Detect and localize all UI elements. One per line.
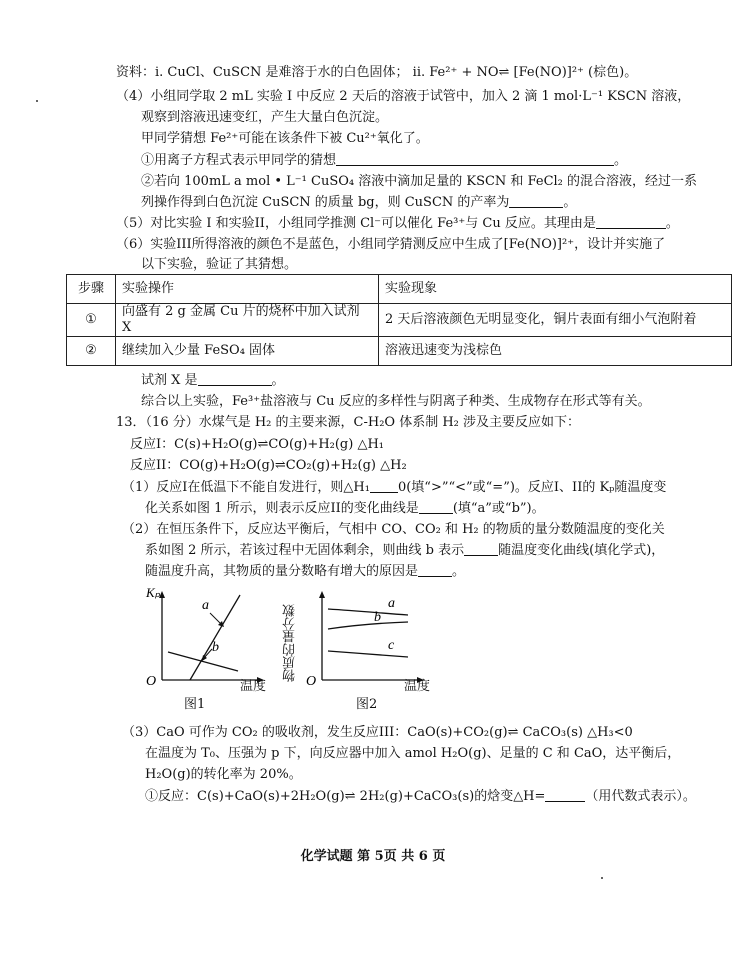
note-line: 资料：i. CuCl、CuSCN 是难溶于水的白色固体； ii. Fe²⁺ + NO⇌ [Fe(NO)]²⁺ (棕色)。	[116, 65, 638, 80]
answer-blank[interactable]	[545, 789, 585, 802]
question-13-3-line: H₂O(g)的转化率为 20%。	[145, 767, 302, 782]
question-13-2-line: （2）在恒压条件下，反应达平衡后，气相中 CO、CO₂ 和 H₂ 的物质的量分数随温度的变化关	[122, 522, 665, 537]
question-text: (填“a”或“b”)。	[452, 501, 545, 516]
table-row	[67, 337, 732, 366]
table-cell: 2 天后溶液颜色无明显变化，铜片表面有细小气泡附着	[379, 304, 732, 337]
curve-a-label: a	[202, 598, 209, 613]
answer-blank[interactable]	[596, 216, 666, 229]
period: 。	[614, 153, 628, 168]
table-cell: ①	[67, 304, 116, 337]
table-cell: 向盛有 2 g 金属 Cu 片的烧杯中加入试剂 X	[116, 304, 379, 337]
answer-blank[interactable]	[464, 543, 498, 556]
question-13-3-line: （3）CaO 可作为 CO₂ 的吸收剂，发生反应III：CaO(s)+CO₂(g)⇌ CaCO₃(s) △H₃<0	[122, 725, 633, 740]
question-text: 随温度变化曲线(填化学式)，	[498, 543, 665, 558]
table-header-cell: 实验现象	[379, 275, 732, 304]
question-4-line: 观察到溶液迅速变红，产生大量白色沉淀。	[141, 110, 389, 125]
period: 。	[452, 564, 466, 579]
table-cell: ②	[67, 337, 116, 366]
curve-c	[328, 651, 408, 657]
period: 。	[563, 195, 577, 210]
table-header-cell: 实验操作	[116, 275, 379, 304]
question-text: ①用离子方程式表示甲同学的猜想	[141, 153, 337, 168]
origin-label: O	[306, 674, 317, 689]
y-axis-label: Kₚ	[146, 585, 161, 600]
question-6-line: （6）实验III所得溶液的颜色不是蓝色，小组同学猜测反应中生成了[Fe(NO)]²⁺，设计并实施了	[116, 237, 666, 252]
answer-blank[interactable]	[418, 564, 452, 577]
curve-c-label: c	[388, 638, 395, 653]
x-axis-label: 温度	[404, 679, 431, 694]
question-13-2-line	[145, 563, 465, 581]
question-4-1-line	[141, 152, 627, 170]
question-text: 试剂 X 是	[141, 373, 198, 388]
question-text: 0(填“>”“<”或“=”)。反应I、II的 Kₚ随温度变	[397, 480, 667, 495]
table-header-cell: 步骤	[67, 275, 116, 304]
question-13-title: 13．（16 分）水煤气是 H₂ 的主要来源，C-H₂O 体系制 H₂ 涉及主要反应如下：	[116, 415, 581, 430]
curve-b	[328, 622, 408, 629]
curve-a-label: a	[388, 596, 395, 611]
origin-label: O	[146, 674, 157, 689]
answer-blank[interactable]	[336, 153, 614, 166]
curve-b-label: b	[374, 610, 381, 625]
y-axis-arrow	[319, 591, 325, 598]
question-text: （1）反应I在低温下不能自发进行，则△H₁	[122, 480, 370, 495]
answer-blank[interactable]	[198, 373, 272, 386]
question-text: 系如图 2 所示，若该过程中无固体剩余，则曲线 b 表示	[145, 543, 465, 558]
page-footer: 化学试题 第 5页 共 6 页	[300, 849, 446, 864]
question-text: ①反应：C(s)+CaO(s)+2H₂O(g)⇌ 2H₂(g)+CaCO₃(s)的焓变△H=	[145, 789, 546, 804]
answer-blank[interactable]	[419, 501, 453, 514]
scan-speck	[601, 877, 603, 879]
question-6-answer-line	[141, 372, 285, 390]
question-4-2-line: ②若向 100mL a mol • L⁻¹ CuSO₄ 溶液中滴加足量的 KSCN 和 FeCl₂ 的混合溶液，经过一系	[141, 174, 698, 189]
question-text: 列操作得到白色沉淀 CuSCN 的质量 bg，则 CuSCN 的产率为	[141, 195, 510, 210]
period: 。	[271, 373, 285, 388]
curve-a	[190, 595, 240, 680]
question-4-2-line	[141, 194, 576, 212]
curve-b	[168, 652, 238, 671]
table-header-row	[67, 275, 732, 304]
question-5-line	[116, 215, 679, 233]
question-4-line: （4）小组同学取 2 mL 实验 I 中反应 2 天后的溶液于试管中，加入 2 滴 1 mol·L⁻¹ KSCN 溶液，	[116, 89, 691, 104]
y-axis-label: 物质的量分数	[283, 604, 298, 682]
question-text: （用代数式表示）。	[585, 789, 696, 804]
summary-line: 综合以上实验，Fe³⁺盐溶液与 Cu 反应的多样性与阴离子种类、生成物存在形式等有关。	[141, 394, 651, 409]
period: 。	[665, 216, 679, 231]
scan-speck	[36, 100, 38, 102]
figure-1-caption: 图1	[184, 697, 206, 712]
question-text: （5）对比实验 I 和实验II，小组同学推测 Cl⁻可以催化 Fe³⁺与 Cu 反应。其理由是	[116, 216, 596, 231]
reaction-2: 反应II：CO(g)+H₂O(g)⇌CO₂(g)+H₂(g) △H₂	[130, 458, 407, 473]
reaction-1: 反应I：C(s)+H₂O(g)⇌CO(g)+H₂(g) △H₁	[130, 437, 385, 452]
question-13-2-line	[145, 542, 664, 560]
question-13-3-line: 在温度为 T₀、压强为 p 下，向反应器中加入 amol H₂O(g)、足量的 C 和 CaO，达平衡后，	[145, 746, 681, 761]
table-cell: 继续加入少量 FeSO₄ 固体	[116, 337, 379, 366]
answer-blank[interactable]	[370, 480, 398, 493]
question-13-3-1-line	[145, 788, 696, 806]
question-text: 随温度升高，其物质的量分数略有增大的原因是	[145, 564, 419, 579]
curve-b-label: b	[212, 640, 219, 655]
curve-a	[328, 609, 408, 615]
question-6-line: 以下实验，验证了其猜想。	[141, 257, 298, 272]
table-row	[67, 304, 732, 337]
experiment-table	[66, 274, 732, 366]
question-text: 化关系如图 1 所示，则表示反应II的变化曲线是	[145, 501, 419, 516]
question-4-line: 甲同学猜想 Fe²⁺可能在该条件下被 Cu²⁺氧化了。	[141, 131, 429, 146]
x-axis-label: 温度	[240, 679, 267, 694]
question-13-1-line	[145, 500, 545, 518]
figure-2-caption: 图2	[356, 697, 378, 712]
table-cell: 溶液迅速变为浅棕色	[379, 337, 732, 366]
answer-blank[interactable]	[509, 195, 563, 208]
question-13-1-line	[122, 479, 666, 497]
